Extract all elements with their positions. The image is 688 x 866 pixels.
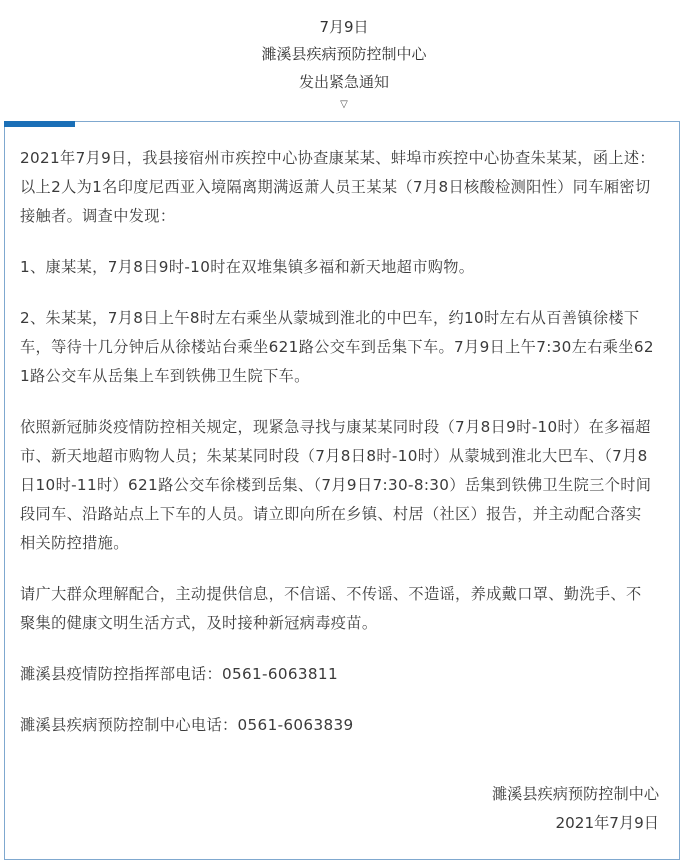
header-title: 发出紧急通知	[298, 73, 389, 91]
phone-command-center: 濉溪县疫情防控指挥部电话：0561-6063811	[20, 665, 338, 683]
header-date: 7月9日	[319, 18, 369, 36]
notice-content	[20, 144, 656, 762]
notice-box	[4, 121, 680, 860]
phone-cdc: 濉溪县疾病预防控制中心电话：0561-6063839	[20, 716, 354, 734]
paragraph-item-1: 1、康某某，7月8日9时-10时在双堆集镇多福和新天地超市购物。	[20, 258, 475, 276]
signature-date: 2021年7月9日	[555, 814, 659, 832]
paragraph-item-2: 2、朱某某，7月8日上午8时左右乘坐从蒙城到淮北的中巴车，约10时左右从百善镇徐楼下车，等待十几分钟后从徐楼站台乘坐621路公交车到岳集下车。7月9日上午7:30左右乘坐621路公交车从岳集上车到铁佛卫生院下车。	[20, 309, 654, 385]
paragraph-search-request: 依照新冠肺炎疫情防控相关规定，现紧急寻找与康某某同时段（7月8日9时-10时）在多福超市、新天地超市购物人员；朱某某同时段（7月8日8时-10时）从蒙城到淮北大巴车、（7月8日10时-11时）621路公交车徐楼到岳集、（7月9日7:30-8:30）岳集到铁佛卫生院三个时间段同车、沿路站点上下车的人员。请立即向所在乡镇、村居（社区）报告，并主动配合落实相关防控措施。	[20, 418, 652, 552]
signature-org: 濉溪县疾病预防控制中心	[491, 785, 659, 803]
down-triangle-icon: ▽	[340, 99, 348, 110]
paragraph-intro: 2021年7月9日，我县接宿州市疾控中心协查康某某、蚌埠市疾控中心协查朱某某，函上述：以上2人为1名印度尼西亚入境隔离期满返萧人员王某某（7月8日核酸检测阳性）同车厢密切接触者。调查中发现：	[20, 149, 655, 225]
accent-bar	[4, 121, 75, 127]
header-org: 濉溪县疾病预防控制中心	[261, 45, 427, 63]
paragraph-appeal: 请广大群众理解配合，主动提供信息，不信谣、不传谣、不造谣，养成戴口罩、勤洗手、不聚集的健康文明生活方式，及时接种新冠病毒疫苗。	[20, 585, 642, 632]
